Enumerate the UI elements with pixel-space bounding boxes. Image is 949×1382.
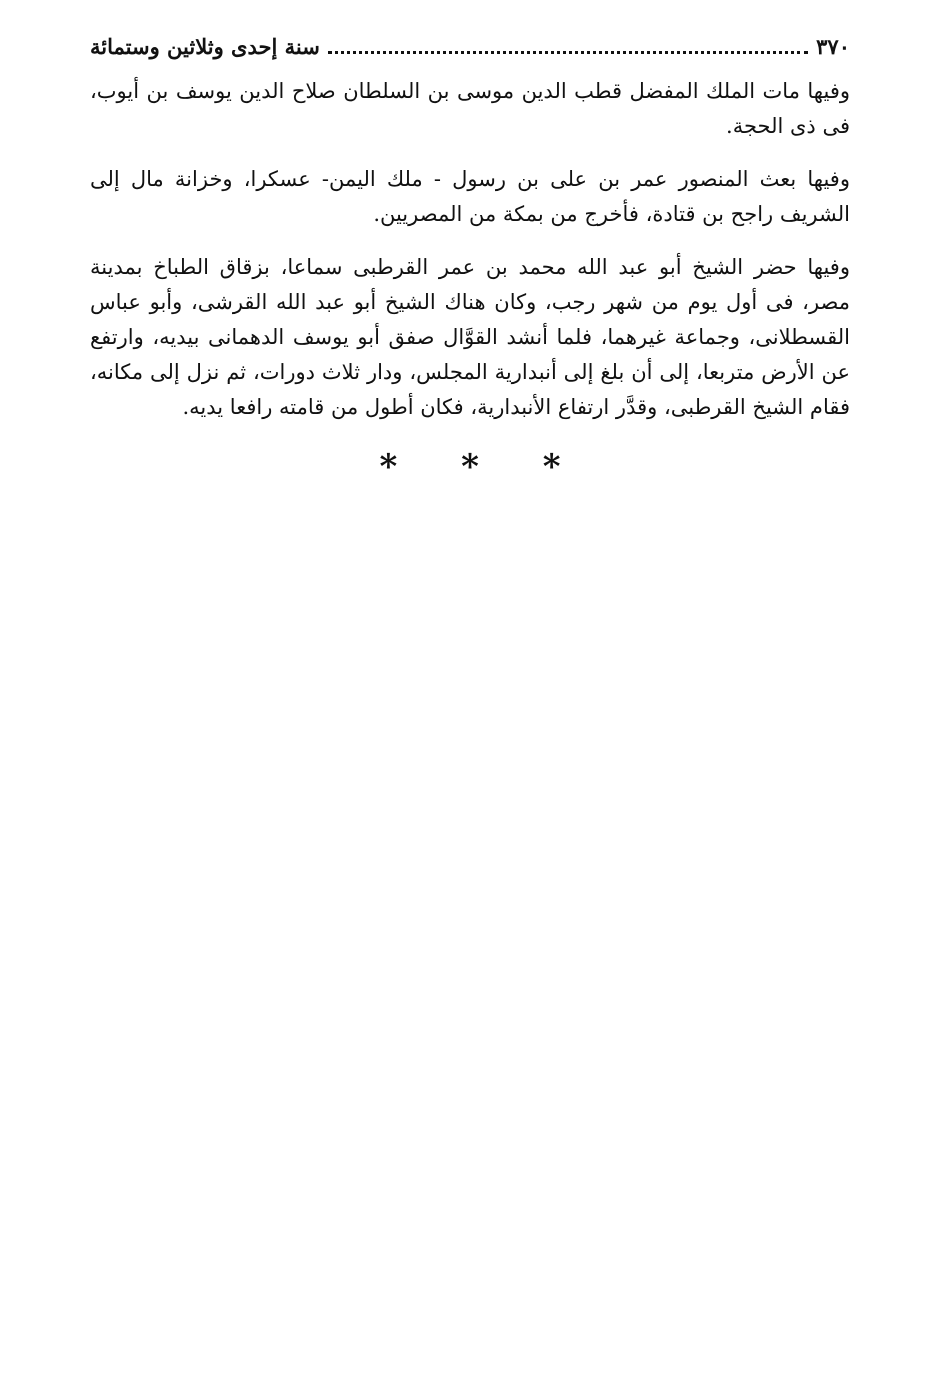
- document-page: [90, 32, 850, 487]
- paragraph-3: وفيها حضر الشيخ أبو عبد الله محمد بن عمر القرطبى سماعا، بزقاق الطباخ بمدينة مصر، فى أول يوم من شهر رجب، وكان هناك الشيخ أبو عبد الله القرشى، وأبو عباس القسطلانى، وجماعة غيرهما، فلما أنشد القوَّال صفق أبو يوسف الدهمانى بيديه، وارتفع عن الأرض متربعا، إلى أن بلغ إلى أنبدارية المجلس، ودار ثلاث دورات، ثم نزل إلى مكانه، فقام الشيخ القرطبى، وقدَّر ارتفاع الأنبدارية، فكان أطول من قامته رافعا يديه.: [90, 255, 850, 419]
- section-separator: * * *: [379, 447, 587, 487]
- page-number: ٣٧٠: [816, 34, 850, 59]
- running-title: سنة إحدى وثلاثين وستمائة: [90, 34, 320, 59]
- page-header: [90, 32, 850, 62]
- header-dot-leader: [328, 51, 808, 54]
- paragraph-2: وفيها بعث المنصور عمر بن على بن رسول - ملك اليمن- عسكرا، وخزانة مال إلى الشريف راجح بن قتادة، فأخرج من بمكة من المصريين.: [90, 167, 850, 226]
- paragraph-1: وفيها مات الملك المفضل قطب الدين موسى بن السلطان صلاح الدين يوسف بن أيوب، فى ذى الحجة.: [90, 79, 850, 138]
